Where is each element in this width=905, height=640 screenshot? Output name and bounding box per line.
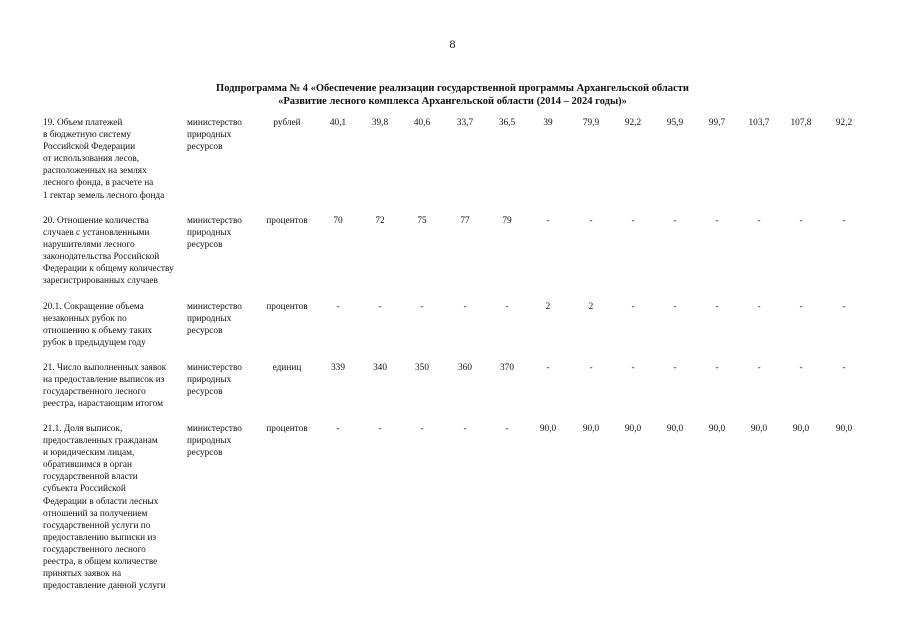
heading-line-1: Подпрограмма № 4 «Обеспечение реализации государственной программы Архангельской области <box>216 83 689 94</box>
indicator-value: 340 <box>373 363 387 373</box>
indicator-value: 370 <box>500 363 514 373</box>
indicator-value: 92,2 <box>835 118 853 128</box>
indicator-value: - <box>546 216 550 226</box>
indicator-value: 90,0 <box>750 424 768 434</box>
responsible-executor: министерство природных ресурсов <box>187 424 242 459</box>
indicator-value: - <box>463 424 467 434</box>
responsible-executor: министерство природных ресурсов <box>187 216 242 251</box>
indicator-value: - <box>336 424 340 434</box>
indicator-value: - <box>378 302 382 312</box>
indicator-value: 350 <box>415 363 429 373</box>
unit-of-measure: процентов <box>266 216 308 226</box>
indicator-value: - <box>673 302 677 312</box>
responsible-executor: министерство природных ресурсов <box>187 118 242 153</box>
indicator-value: 90,0 <box>666 424 684 434</box>
indicator-name: 21. Число выполненных заявок на предоставление выписок из государственного лесного реестра, нарастающим итогом <box>43 363 167 410</box>
indicator-value: 90,0 <box>582 424 600 434</box>
indicator-value: 40,1 <box>329 118 347 128</box>
indicator-value: 33,7 <box>456 118 474 128</box>
indicator-value: 92,2 <box>624 118 642 128</box>
indicator-value: 79,9 <box>582 118 600 128</box>
indicator-name: 20. Отношение количества случаев с установленными нарушителями лесного законодательства Российской Федерации к общему количеству зарегистрированных случаев <box>43 216 174 287</box>
indicator-value: - <box>589 216 593 226</box>
indicator-value: - <box>589 363 593 373</box>
responsible-executor: министерство природных ресурсов <box>187 302 242 337</box>
heading-line-2: «Развитие лесного комплекса Архангельской области (2014 – 2024 годы)» <box>278 96 627 107</box>
indicator-value: 40,6 <box>413 118 431 128</box>
indicator-value: 39 <box>543 118 553 128</box>
indicator-value: - <box>715 363 719 373</box>
indicator-value: 90,0 <box>792 424 810 434</box>
indicator-value: 95,9 <box>666 118 684 128</box>
indicator-value: 90,0 <box>835 424 853 434</box>
indicator-value: - <box>420 424 424 434</box>
indicator-value: - <box>799 216 803 226</box>
indicator-value: 72 <box>375 216 385 226</box>
page-number: 8 <box>449 37 456 51</box>
indicator-value: 39,8 <box>371 118 389 128</box>
indicator-value: 90,0 <box>624 424 642 434</box>
indicator-value: 90,0 <box>708 424 726 434</box>
indicator-value: - <box>631 216 635 226</box>
indicator-value: 75 <box>417 216 427 226</box>
indicator-name: 21.1. Доля выписок, предоставленных гражданам и юридическим лицам, обратившимся в орган государственной власти субъекта Российской Федерации в области лесных отношений за получением государственной услуги по предоставлению выписки из государственного лесного реестра, в общем количестве принятых заявок на предоставление данной услуги <box>43 424 166 592</box>
subprogram-heading <box>0 82 905 108</box>
indicator-name: 19. Объем платежей в бюджетную систему Российской Федерации от использования лесов, расположенных на землях лесного фонда, в расчете на 1 гектар земель лесного фонда <box>43 118 165 201</box>
indicator-value: - <box>715 302 719 312</box>
indicator-value: - <box>631 363 635 373</box>
unit-of-measure: процентов <box>266 424 308 434</box>
responsible-executor: министерство природных ресурсов <box>187 363 242 398</box>
unit-of-measure: процентов <box>266 302 308 312</box>
indicator-name: 20.1. Сокращение объема незаконных рубок по отношению к объему таких рубок в предыдущем году <box>43 302 152 349</box>
indicator-value: 90,0 <box>539 424 557 434</box>
indicator-value: 339 <box>331 363 345 373</box>
indicator-value: - <box>715 216 719 226</box>
indicator-value: - <box>757 216 761 226</box>
indicator-value: 79 <box>502 216 512 226</box>
indicator-value: 360 <box>458 363 472 373</box>
indicator-value: - <box>631 302 635 312</box>
indicator-value: - <box>799 363 803 373</box>
indicator-value: - <box>336 302 340 312</box>
indicator-value: - <box>546 363 550 373</box>
indicator-value: 77 <box>460 216 470 226</box>
indicator-value: - <box>842 216 846 226</box>
indicator-value: - <box>505 424 509 434</box>
indicator-value: - <box>505 302 509 312</box>
indicator-value: - <box>757 363 761 373</box>
indicator-value: 103,7 <box>748 118 770 128</box>
indicator-value: - <box>799 302 803 312</box>
indicator-value: - <box>842 363 846 373</box>
indicator-value: - <box>420 302 424 312</box>
indicator-value: 2 <box>588 302 594 312</box>
indicator-value: - <box>757 302 761 312</box>
indicator-value: - <box>378 424 382 434</box>
indicator-value: - <box>673 216 677 226</box>
unit-of-measure: единиц <box>272 363 302 373</box>
indicator-value: 70 <box>333 216 343 226</box>
indicator-value: - <box>463 302 467 312</box>
unit-of-measure: рублей <box>273 118 301 128</box>
indicator-value: 99,7 <box>708 118 726 128</box>
indicator-value: 36,5 <box>498 118 516 128</box>
indicator-value: 2 <box>545 302 551 312</box>
indicator-value: 107,8 <box>790 118 812 128</box>
indicator-value: - <box>842 302 846 312</box>
indicator-value: - <box>673 363 677 373</box>
